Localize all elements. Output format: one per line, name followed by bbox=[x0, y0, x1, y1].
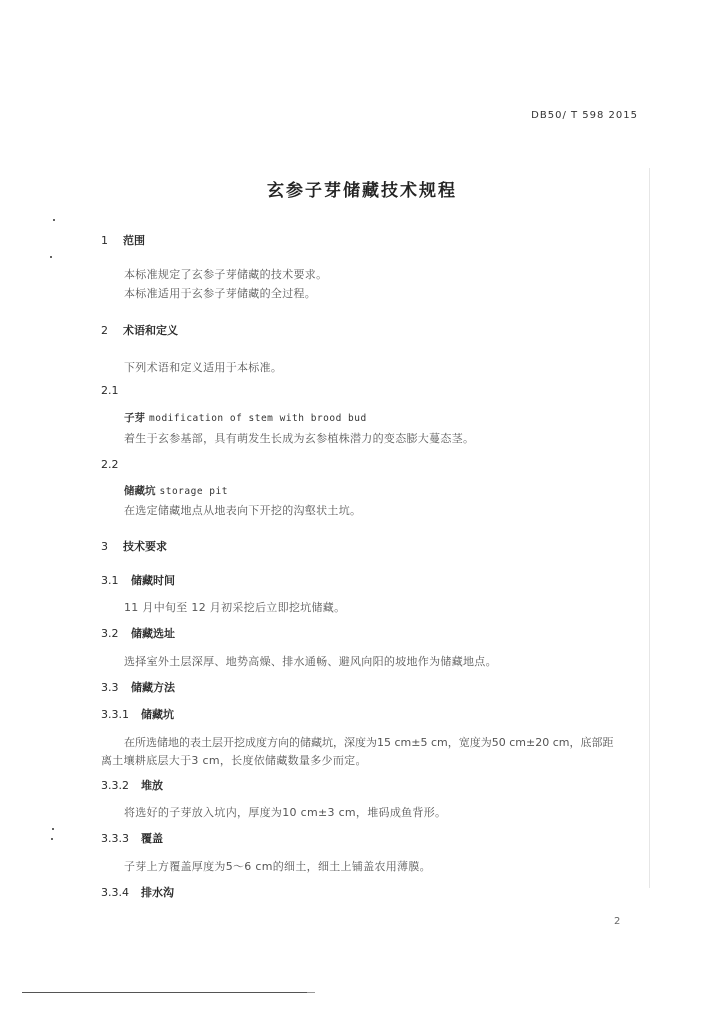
scan-speck bbox=[53, 219, 55, 221]
section-3-3-heading bbox=[101, 679, 175, 695]
term-english: storage pit bbox=[159, 486, 228, 497]
section-title: 覆盖 bbox=[141, 832, 163, 845]
section-3-3-1-paragraph-1: 在所选储地的表土层开挖成度方向的储藏坑，深度为15 cm±5 cm，宽度为50 cm±20 cm，底部距 bbox=[124, 736, 614, 749]
section-3-1-heading bbox=[101, 572, 175, 588]
term-2-2-number: 2.2 bbox=[101, 458, 119, 471]
section-3-3-2-paragraph: 将选好的子芽放入坑内，厚度为10 cm±3 cm，堆码成鱼背形。 bbox=[124, 806, 447, 819]
section-number: 3.3.1 bbox=[101, 708, 129, 721]
section-1-paragraph-1: 本标准规定了玄参子芽储藏的技术要求。 bbox=[124, 268, 328, 281]
section-1-paragraph-2: 本标准适用于玄参子芽储藏的全过程。 bbox=[124, 287, 317, 300]
section-number: 1 bbox=[101, 234, 108, 247]
section-number: 2 bbox=[101, 324, 108, 337]
section-3-3-4-heading bbox=[101, 884, 174, 900]
section-number: 3.1 bbox=[101, 574, 119, 587]
section-3-2-paragraph: 选择室外土层深厚、地势高燥、排水通畅、避风向阳的坡地作为储藏地点。 bbox=[124, 655, 497, 668]
section-3-3-1-heading bbox=[101, 706, 174, 722]
section-3-3-1-paragraph-2: 离土壤耕底层大于3 cm，长度依储藏数量多少而定。 bbox=[101, 754, 367, 767]
section-3-3-3-heading bbox=[101, 830, 163, 846]
section-title: 储藏选址 bbox=[131, 627, 175, 640]
term-2-2 bbox=[124, 483, 228, 498]
bottom-rule-tail bbox=[307, 992, 315, 993]
bottom-rule bbox=[22, 992, 307, 993]
section-title: 储藏方法 bbox=[131, 681, 175, 694]
term-2-1-number: 2.1 bbox=[101, 384, 119, 397]
term-name: 子芽 bbox=[124, 412, 145, 424]
term-name: 储藏坑 bbox=[124, 485, 156, 497]
document-code: DB50/ T 598 2015 bbox=[531, 110, 638, 121]
document-title: 玄参子芽储藏技术规程 bbox=[267, 181, 457, 201]
section-number: 3 bbox=[101, 540, 108, 553]
term-english: modification of stem with brood bud bbox=[149, 413, 367, 424]
section-number: 3.3 bbox=[101, 681, 119, 694]
section-title: 排水沟 bbox=[141, 886, 174, 899]
scan-margin-line bbox=[649, 168, 650, 888]
section-3-1-paragraph: 11 月中旬至 12 月初采挖后立即挖坑储藏。 bbox=[124, 601, 346, 614]
section-title: 储藏坑 bbox=[141, 708, 174, 721]
section-number: 3.2 bbox=[101, 627, 119, 640]
scan-speck bbox=[52, 828, 54, 830]
section-title: 堆放 bbox=[141, 779, 163, 792]
section-3-heading bbox=[101, 538, 167, 554]
section-title: 范围 bbox=[123, 234, 145, 247]
scan-speck bbox=[50, 256, 52, 258]
section-3-2-heading bbox=[101, 625, 175, 641]
section-2-heading bbox=[101, 322, 178, 338]
section-title: 储藏时间 bbox=[131, 574, 175, 587]
term-2-1-definition: 着生于玄参基部，具有萌发生长成为玄参植株潜力的变态膨大蔓态茎。 bbox=[124, 432, 475, 445]
section-number: 3.3.3 bbox=[101, 832, 129, 845]
section-1-heading bbox=[101, 232, 145, 248]
section-number: 3.3.2 bbox=[101, 779, 129, 792]
term-2-1 bbox=[124, 410, 367, 425]
scan-speck bbox=[51, 838, 53, 840]
section-title: 技术要求 bbox=[123, 540, 167, 553]
section-3-3-3-paragraph: 子芽上方覆盖厚度为5～6 cm的细土，细土上铺盖农用薄膜。 bbox=[124, 860, 431, 873]
section-3-3-2-heading bbox=[101, 777, 163, 793]
section-title: 术语和定义 bbox=[123, 324, 178, 337]
section-number: 3.3.4 bbox=[101, 886, 129, 899]
page-number: 2 bbox=[614, 916, 621, 927]
section-2-paragraph-1: 下列术语和定义适用于本标准。 bbox=[124, 361, 283, 374]
term-2-2-definition: 在选定储藏地点从地表向下开挖的沟壑状土坑。 bbox=[124, 504, 362, 517]
